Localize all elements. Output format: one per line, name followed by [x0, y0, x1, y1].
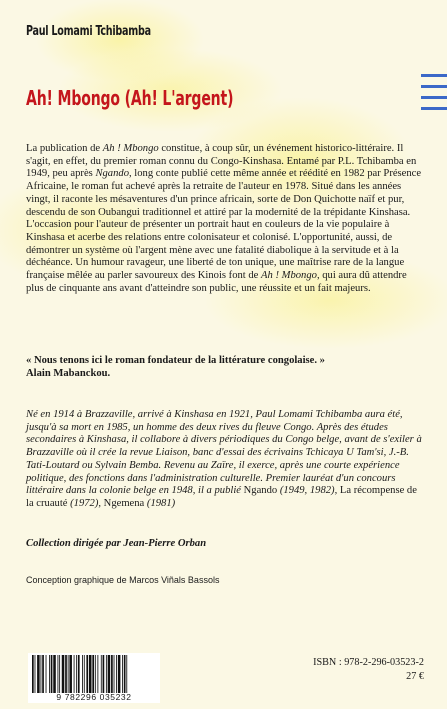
barcode-bar: [92, 655, 94, 693]
barcode-bar: [78, 655, 80, 693]
barcode-bar: [62, 655, 65, 693]
isbn-number: ISBN : 978-2-296-03523-2: [313, 657, 424, 668]
barcode-bar: [41, 655, 42, 693]
edge-stripe: [421, 74, 447, 77]
barcode-bar: [35, 655, 36, 693]
barcode-bar: [114, 655, 115, 693]
barcode-bar: [32, 655, 34, 693]
barcode-bar: [95, 655, 96, 693]
barcode-bar: [42, 655, 44, 693]
barcode-bar: [76, 655, 77, 693]
collection-credit: Collection dirigée par Jean-Pierre Orban: [26, 538, 207, 549]
barcode-bar: [103, 655, 105, 693]
barcode-bar: [101, 655, 102, 693]
summary-segment: , long conte publié cette même année et réédité en 1982 par Présence Africaine, le roman fut achevé après la retraite de l'auteur en 1978. Situé dans les années vingt, il raconte les mésaventures d'un prince africain, sorte de Don Quichotte naïf et pur, descendu de son Oubangui traditionnel et attiré par la modernité de la trépidante Kinshasa. L'occasion pour l'auteur de présenter un portrait haut en couleurs de la vie populaire à Kinshasa et acerbe des relations entre colonisateur et colonisé. L'opportunité, aussi, de démontrer un système où l'argent mène avec une fatalité diabolique à la servitude et à la déchéance. Un humour ravageur, une liberté de ton unique, une maîtrise rare de la langue française mêlée au parler savoureux des Kinois font de: [26, 168, 422, 282]
price: 27 €: [406, 671, 424, 682]
edge-stripe: [421, 96, 447, 99]
barcode: [28, 653, 160, 703]
barcode-bar: [97, 655, 98, 693]
book-title: Ah! Mbongo (Ah! L'argent): [26, 86, 234, 110]
quote-attribution: Alain Mabanckou.: [26, 368, 111, 379]
barcode-bar: [49, 655, 50, 693]
design-credit: Conception graphique de Marcos Viñals Bassols: [26, 575, 220, 585]
barcode-bar: [46, 655, 47, 693]
barcode-bar: [118, 655, 121, 693]
barcode-bar: [82, 655, 83, 693]
barcode-bar: [58, 655, 59, 693]
summary-segment: , qui aura dû attendre plus de cinquante ans avant d'atteindre son public, une réussite et un fait majeurs.: [26, 270, 407, 294]
barcode-bar: [124, 655, 126, 693]
bio-segment: Né en 1914 à Brazzaville, arrivé à Kinshasa en 1921, Paul Lomami Tchibamba aura été, jusqu'à sa mort en 1985, un homme des deux rives du fleuve Congo. Après des études secondaires à Kinshasa, il collabore à divers périodiques du Congo belge, avant de s'exiler à Brazzaville où il crée la revue Liaison, banc d'essai des écrivains Tchicaya U Tam'si, J.-B. Tati-Loutard ou Sylvain Bemba. Revenu au Zaïre, il exerce, après une courte expérience politique, des fonctions dans l'administration culturelle. Premier lauréat d'un concours littéraire dans la colonie belge en 1948, il a publié: [26, 409, 422, 497]
barcode-bar: [59, 655, 60, 693]
barcode-bar: [108, 655, 111, 693]
summary-segment: La publication de: [26, 143, 103, 154]
bio-paragraph: [26, 409, 426, 511]
barcode-bar: [84, 655, 85, 693]
barcode-bar: [116, 655, 117, 693]
bio-segment: Ngemena: [103, 497, 145, 509]
edge-stripe: [421, 107, 447, 110]
barcode-digits: 9 782296 035232: [56, 692, 132, 702]
author-biography: [26, 409, 426, 511]
barcode-bar: [126, 655, 127, 693]
summary-paragraph: [26, 143, 424, 295]
summary-segment: Ah ! Mbongo: [261, 270, 317, 282]
quote-text: « Nous tenons ici le roman fondateur de la littérature congolaise. »: [26, 355, 325, 366]
barcode-bar: [68, 655, 69, 693]
barcode-bars: [32, 655, 156, 693]
barcode-bar: [65, 655, 67, 693]
bio-segment: (1981): [144, 497, 176, 509]
barcode-bar: [69, 655, 72, 693]
barcode-bar: [106, 655, 107, 693]
edge-stripe: [421, 85, 447, 88]
summary-segment: Ngando: [95, 168, 129, 180]
bio-segment: (1972),: [67, 497, 104, 509]
summary-segment: Ah ! Mbongo: [102, 143, 159, 154]
bio-segment: (1949, 1982),: [277, 485, 340, 497]
barcode-bar: [37, 655, 40, 693]
summary-segment: constitue, à coup sûr, un événement historico-littéraire. Il s'agit, en effet, du premier roman connu du Congo-Kinshasa. Entamé par P.L. Tchibamba en 1949, peu après: [26, 143, 417, 180]
barcode-bar: [111, 655, 113, 693]
barcode-bar: [89, 655, 92, 693]
author-name: Paul Lomami Tchibamba: [26, 24, 151, 39]
barcode-bar: [74, 655, 75, 693]
barcode-bar: [51, 655, 53, 693]
blurb-quote: [26, 354, 426, 380]
barcode-bar: [122, 655, 123, 693]
edge-stripes: [421, 74, 447, 118]
barcode-bar: [53, 655, 56, 693]
isbn-block: [260, 656, 424, 684]
bio-segment: Ngando: [243, 485, 278, 497]
book-summary: [26, 143, 424, 295]
barcode-bar: [86, 655, 88, 693]
bio-segment: La récompense de la cruauté: [26, 485, 417, 509]
